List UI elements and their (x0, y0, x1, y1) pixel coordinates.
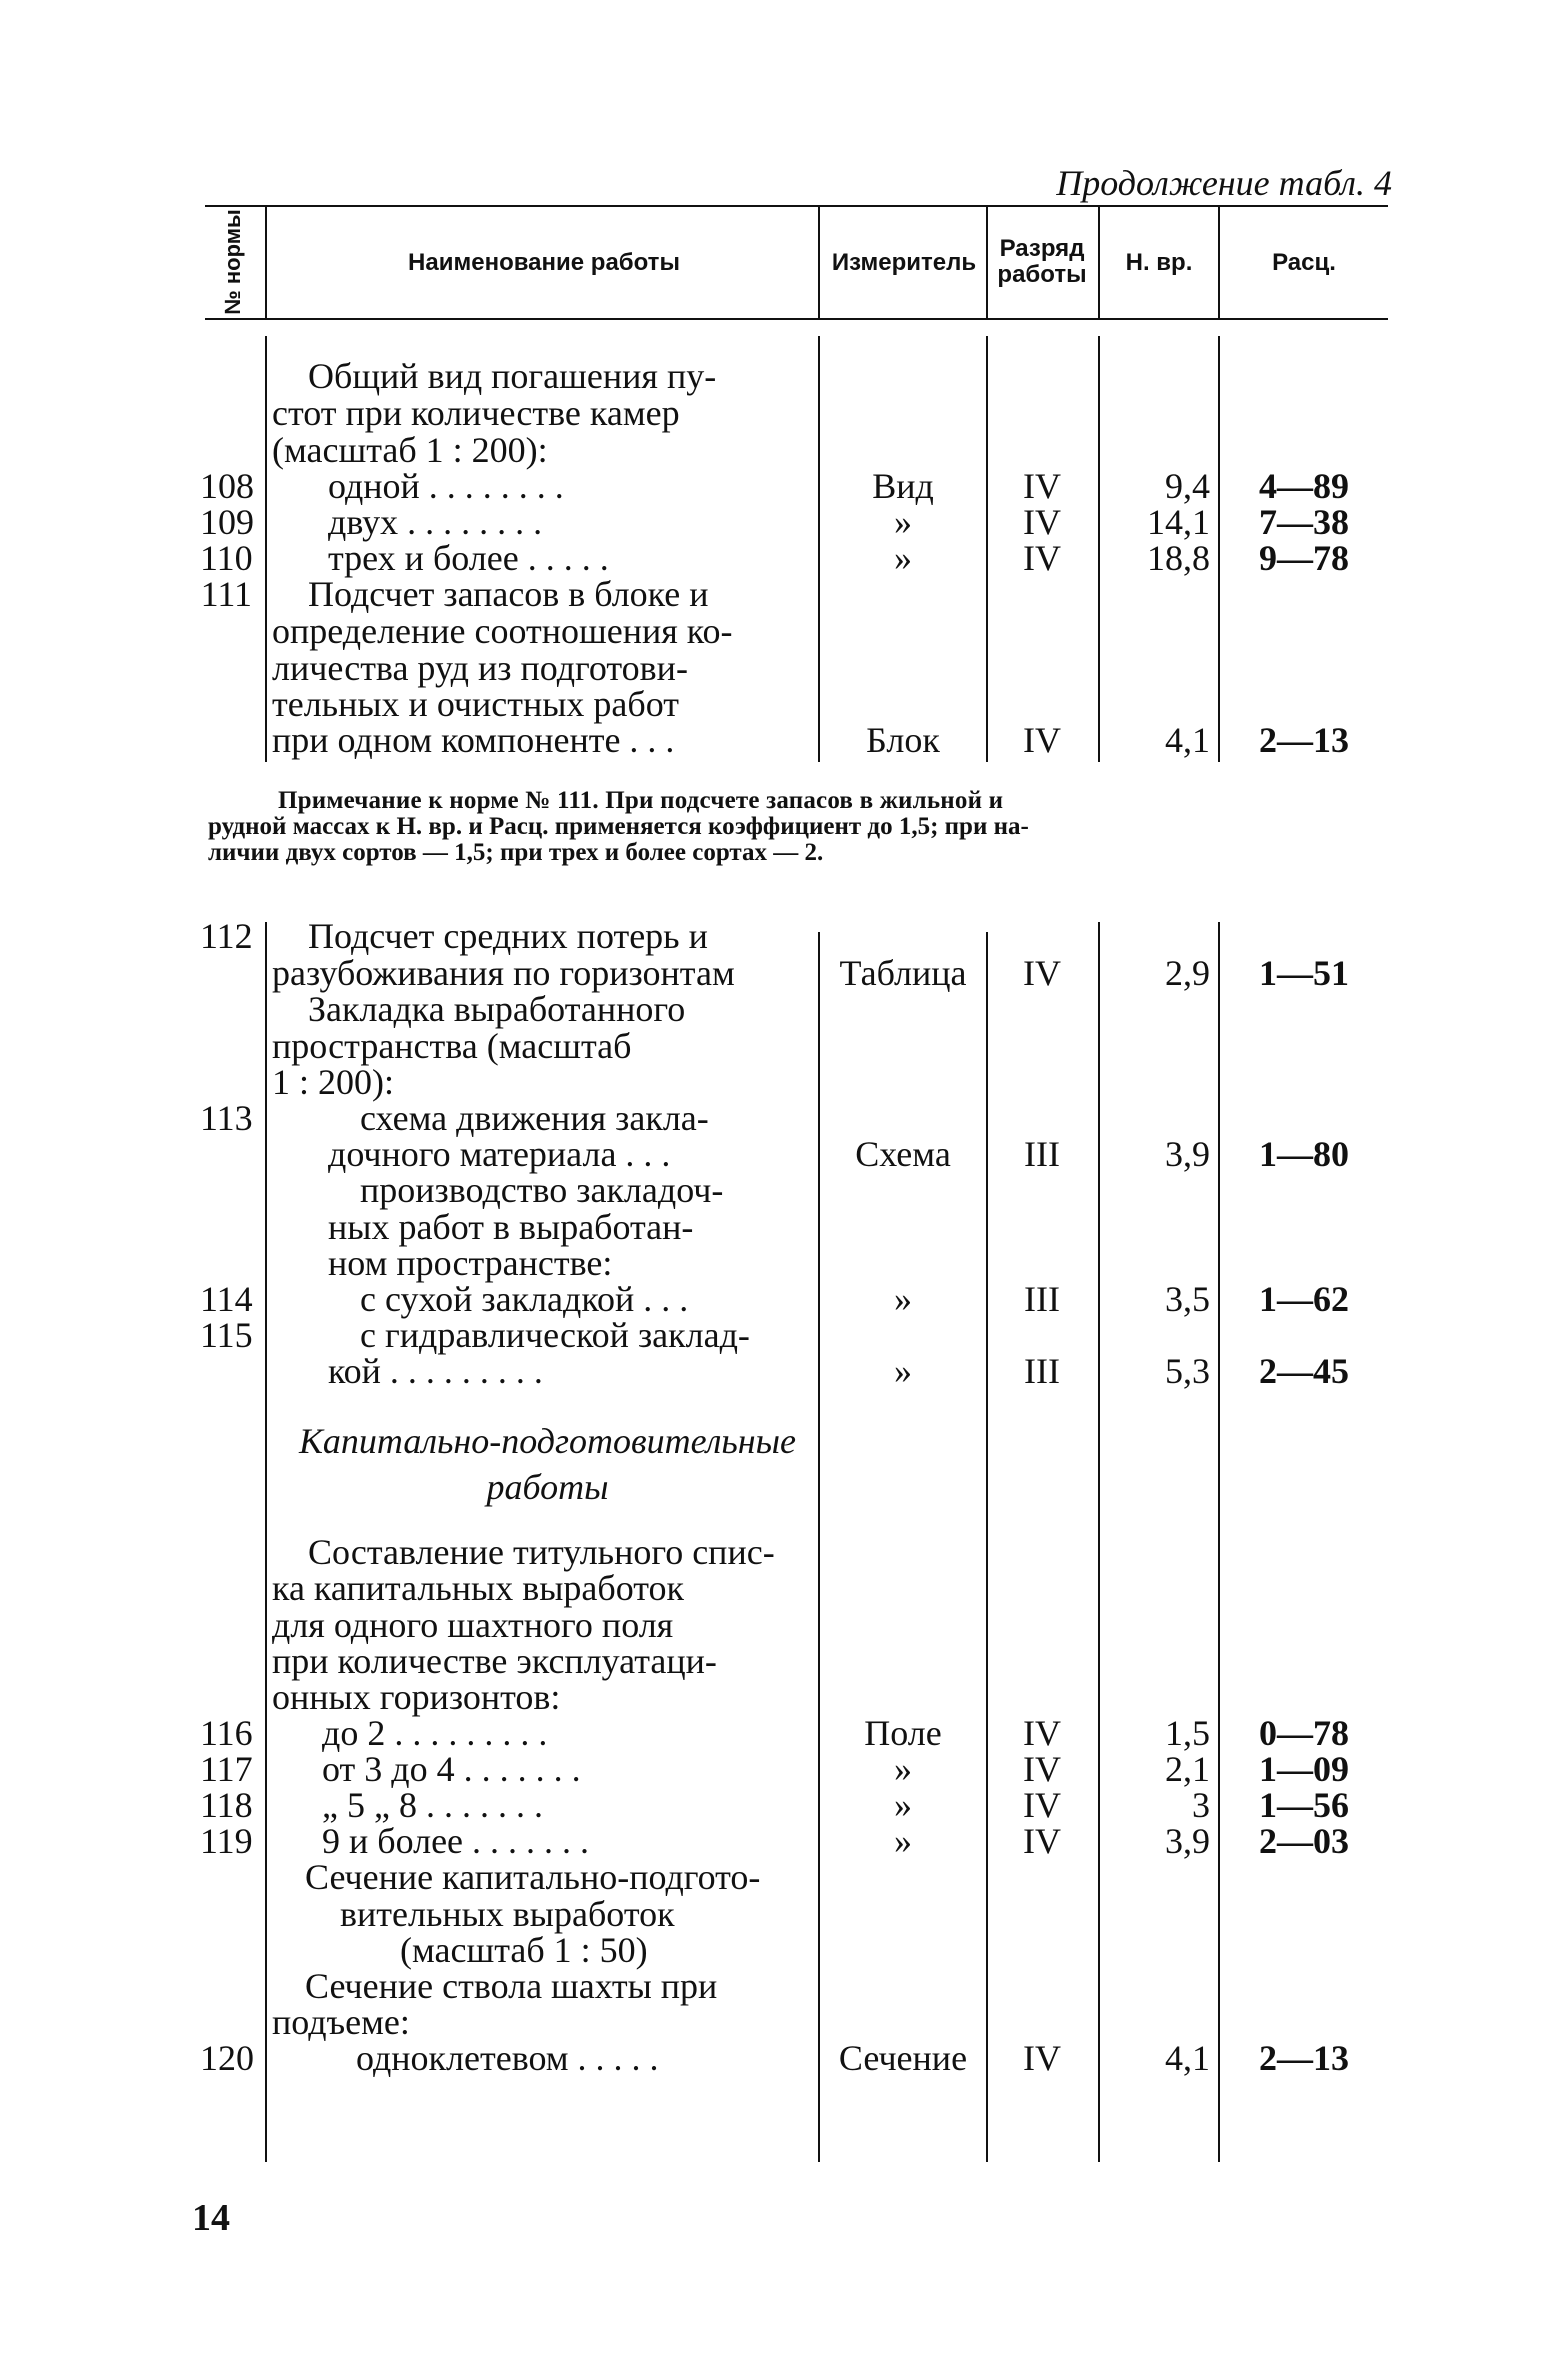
norm-number: 110 (200, 538, 253, 578)
work-description: кой . . . . . . . . . (328, 1351, 543, 1391)
header-top-rule (205, 205, 1388, 207)
work-description: с сухой закладкой . . . (360, 1279, 689, 1319)
measure-cell: » (894, 1279, 912, 1319)
work-description: Сечение ствола шахты при (305, 1966, 718, 2006)
work-description: „ 5 „ 8 . . . . . . . (322, 1785, 543, 1825)
work-description: трех и более . . . . . (328, 538, 609, 578)
header-grade: Разряд работы (997, 235, 1087, 288)
column-divider (265, 336, 267, 762)
time-norm-cell: 4,1 (1165, 720, 1210, 760)
grade-cell: III (1024, 1351, 1060, 1391)
column-divider (265, 922, 267, 2162)
page-number: 14 (192, 2197, 230, 2239)
work-description: пространства (масштаб (272, 1026, 632, 1066)
rate-cell: 1—09 (1259, 1749, 1349, 1789)
grade-cell: IV (1023, 538, 1061, 578)
time-norm-cell: 2,9 (1165, 953, 1210, 993)
norm-number: 116 (200, 1713, 253, 1753)
rate-cell: 4—89 (1259, 466, 1349, 506)
time-norm-cell: 2,1 (1165, 1749, 1210, 1789)
work-description: с гидравлической заклад- (360, 1315, 750, 1355)
work-description: стот при количестве камер (272, 393, 680, 433)
norm-number: 109 (200, 502, 254, 542)
rate-cell: 2—13 (1259, 720, 1349, 760)
work-description: ка капитальных выработок (272, 1568, 684, 1608)
rate-cell: 1—56 (1259, 1785, 1349, 1825)
header-rate: Расц. (1272, 249, 1336, 276)
work-description: тельных и очистных работ (272, 684, 679, 724)
column-divider (1218, 336, 1220, 762)
rate-cell: 0—78 (1259, 1713, 1349, 1753)
norm-number: 111 (200, 574, 252, 614)
measure-cell: » (894, 538, 912, 578)
norm-number: 108 (200, 466, 254, 506)
work-description: при одном компоненте . . . (272, 720, 675, 760)
work-description: Общий вид погашения пу- (308, 356, 717, 396)
work-description: для одного шахтного поля (272, 1605, 674, 1645)
measure-cell: Схема (855, 1134, 951, 1174)
section-title: Капитально-подготовительные работы (298, 1421, 797, 1507)
grade-cell: IV (1023, 953, 1061, 993)
work-description: схема движения закла- (360, 1098, 709, 1138)
measure-cell: » (894, 1749, 912, 1789)
grade-cell: III (1024, 1134, 1060, 1174)
time-norm-cell: 3,9 (1165, 1134, 1210, 1174)
header-divider (818, 207, 820, 318)
time-norm-cell: 18,8 (1147, 538, 1210, 578)
work-description: Сечение капитально-подгото- (305, 1857, 761, 1897)
work-description: одной . . . . . . . . (328, 466, 564, 506)
norm-number: 114 (200, 1279, 253, 1319)
rate-cell: 9—78 (1259, 538, 1349, 578)
work-description: от 3 до 4 . . . . . . . (322, 1749, 581, 1789)
header-divider (265, 207, 267, 318)
norm-number: 118 (200, 1785, 253, 1825)
work-description: подъеме: (272, 2002, 410, 2042)
rate-cell: 1—51 (1259, 953, 1349, 993)
work-description: двух . . . . . . . . (328, 502, 543, 542)
time-norm-cell: 3,9 (1165, 1821, 1210, 1861)
measure-cell: » (894, 1351, 912, 1391)
rate-cell: 2—03 (1259, 1821, 1349, 1861)
time-norm-cell: 14,1 (1147, 502, 1210, 542)
work-description: одноклетевом . . . . . (356, 2038, 659, 2078)
work-description: вительных выработок (340, 1894, 675, 1934)
work-description: до 2 . . . . . . . . . (322, 1713, 548, 1753)
measure-cell: Поле (864, 1713, 942, 1753)
work-description: производство закладоч- (360, 1170, 724, 1210)
measure-cell: » (894, 1821, 912, 1861)
time-norm-cell: 1,5 (1165, 1713, 1210, 1753)
rate-cell: 2—45 (1259, 1351, 1349, 1391)
rate-cell: 1—80 (1259, 1134, 1349, 1174)
work-description: Подсчет запасов в блоке и (308, 574, 709, 614)
work-description: разубоживания по горизонтам (272, 953, 735, 993)
time-norm-cell: 3 (1192, 1785, 1210, 1825)
norm-number: 113 (200, 1098, 253, 1138)
header-number: № нормы (220, 209, 245, 315)
norm-number: 117 (200, 1749, 253, 1789)
grade-cell: IV (1023, 1713, 1061, 1753)
measure-cell: Вид (872, 466, 934, 506)
work-description: онных горизонтов: (272, 1677, 561, 1717)
work-description: Подсчет средних потерь и (308, 916, 708, 956)
rate-cell: 1—62 (1259, 1279, 1349, 1319)
column-divider (818, 336, 820, 762)
work-description: 1 : 200): (272, 1062, 394, 1102)
grade-cell: IV (1023, 720, 1061, 760)
rate-cell: 7—38 (1259, 502, 1349, 542)
work-description: ных работ в выработан- (328, 1207, 694, 1247)
time-norm-cell: 4,1 (1165, 2038, 1210, 2078)
table-continuation-caption: Продолжение табл. 4 (1056, 163, 1392, 203)
work-description: ном пространстве: (328, 1243, 613, 1283)
column-divider (1218, 922, 1220, 2162)
measure-cell: Таблица (839, 953, 967, 993)
norm-number: 120 (200, 2038, 254, 2078)
measure-cell: » (894, 1785, 912, 1825)
measure-cell: » (894, 502, 912, 542)
measure-cell: Сечение (838, 2038, 968, 2078)
column-divider (818, 932, 820, 2162)
time-norm-cell: 9,4 (1165, 466, 1210, 506)
column-divider (986, 932, 988, 2162)
grade-cell: IV (1023, 1785, 1061, 1825)
norm-number: 115 (200, 1315, 253, 1355)
note-line: рудной массах к Н. вр. и Расц. применяется коэффициент до 1,5; при на- (208, 813, 1029, 840)
norm-number: 119 (200, 1821, 253, 1861)
grade-cell: IV (1023, 502, 1061, 542)
rate-cell: 2—13 (1259, 2038, 1349, 2078)
note-line: Примечание к норме № 111. При подсчете запасов в жильной и (278, 787, 1004, 814)
header-divider (1098, 207, 1100, 318)
column-divider (1098, 922, 1100, 2162)
work-description: при количестве эксплуатаци- (272, 1641, 717, 1681)
header-time-norm: Н. вр. (1125, 249, 1193, 276)
header-divider (1218, 207, 1220, 318)
grade-cell: IV (1023, 466, 1061, 506)
grade-cell: IV (1023, 1821, 1061, 1861)
measure-cell: Блок (866, 720, 940, 760)
grade-cell: IV (1023, 1749, 1061, 1789)
work-description: дочного материала . . . (328, 1134, 671, 1174)
grade-cell: III (1024, 1279, 1060, 1319)
header-measure: Измеритель (831, 249, 977, 276)
work-description: (масштаб 1 : 200): (272, 430, 548, 470)
header-divider (986, 207, 988, 318)
table-note (208, 788, 1392, 866)
grade-cell: IV (1023, 2038, 1061, 2078)
work-description: личества руд из подготови- (272, 648, 688, 688)
note-line: личии двух сортов — 1,5; при трех и более сортах — 2. (208, 839, 824, 866)
work-description: Закладка выработанного (308, 989, 686, 1029)
header-work-name: Наименование работы (408, 249, 680, 276)
work-description: (масштаб 1 : 50) (400, 1930, 648, 1970)
time-norm-cell: 3,5 (1165, 1279, 1210, 1319)
work-description: определение соотношения ко- (272, 611, 733, 651)
time-norm-cell: 5,3 (1165, 1351, 1210, 1391)
work-description: Составление титульного спис- (308, 1532, 775, 1572)
work-description: 9 и более . . . . . . . (322, 1821, 590, 1861)
header-bottom-rule (205, 318, 1388, 320)
norm-number: 112 (200, 916, 253, 956)
